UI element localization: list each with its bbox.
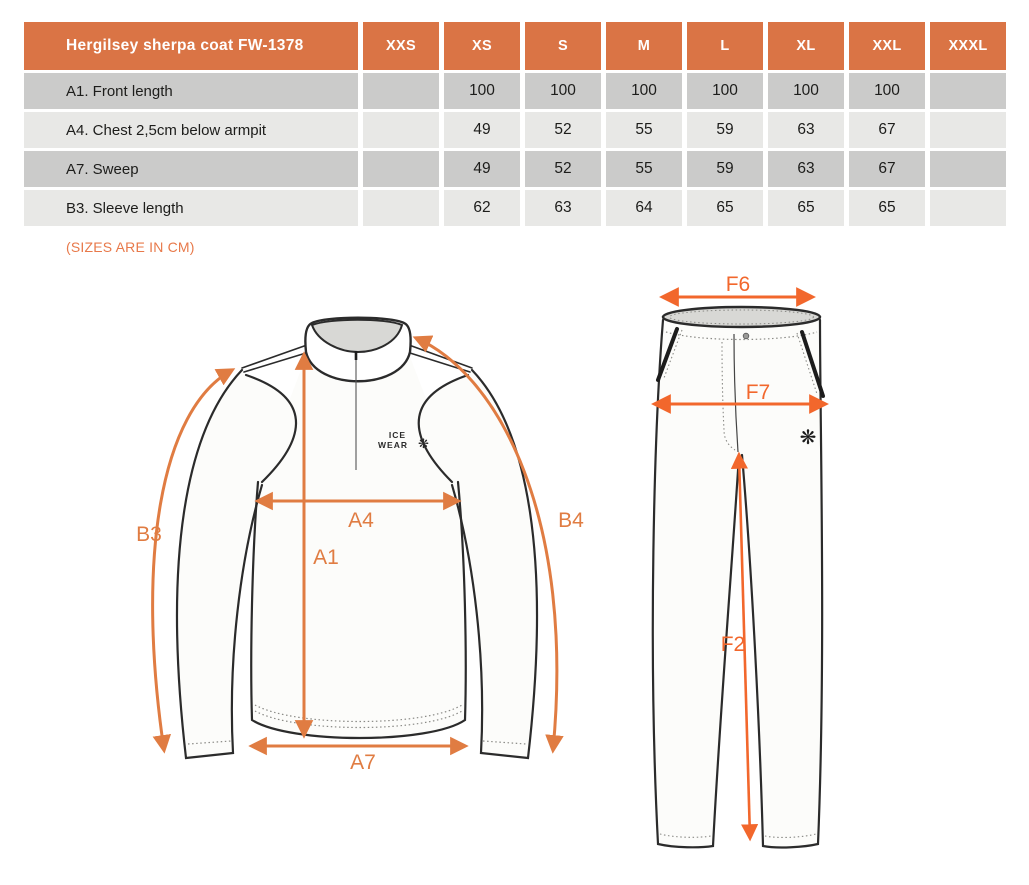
- size-value-cell: 100: [768, 73, 844, 109]
- size-value-cell: 64: [606, 190, 682, 226]
- b3-label: B3: [136, 523, 162, 546]
- logo-snowflake-icon: ❋: [418, 436, 429, 451]
- row-label: A7. Sweep: [24, 151, 358, 187]
- size-header-m: M: [606, 22, 682, 70]
- pants-snowflake-icon: ❋: [799, 427, 817, 449]
- size-header-xxxl: XXXL: [930, 22, 1006, 70]
- size-value-cell: [930, 190, 1006, 226]
- size-header-l: L: [687, 22, 763, 70]
- product-title: Hergilsey sherpa coat FW-1378: [24, 22, 358, 70]
- size-value-cell: [363, 190, 439, 226]
- svg-text:WEAR: WEAR: [378, 440, 408, 450]
- sizes-in-cm-note: (SIZES ARE IN CM): [66, 239, 195, 255]
- size-value-cell: 59: [687, 151, 763, 187]
- size-value-cell: 49: [444, 151, 520, 187]
- f2-label: F2: [720, 633, 746, 656]
- svg-text:ICE: ICE: [388, 430, 406, 440]
- size-value-cell: 59: [687, 112, 763, 148]
- size-value-cell: [363, 73, 439, 109]
- size-value-cell: [363, 112, 439, 148]
- size-header-xl: XL: [768, 22, 844, 70]
- size-value-cell: 65: [687, 190, 763, 226]
- size-value-cell: 63: [768, 112, 844, 148]
- row-label: A4. Chest 2,5cm below armpit: [24, 112, 358, 148]
- size-value-cell: [930, 112, 1006, 148]
- f6-label: F6: [725, 273, 751, 296]
- size-value-cell: 55: [606, 112, 682, 148]
- size-value-cell: 63: [525, 190, 601, 226]
- size-value-cell: 55: [606, 151, 682, 187]
- size-value-cell: 100: [525, 73, 601, 109]
- waist-button: [743, 333, 749, 339]
- size-header-s: S: [525, 22, 601, 70]
- size-value-cell: 67: [849, 112, 925, 148]
- size-value-cell: [930, 73, 1006, 109]
- size-value-cell: [930, 151, 1006, 187]
- a7-label: A7: [350, 751, 376, 774]
- size-header-xs: XS: [444, 22, 520, 70]
- size-value-cell: 65: [768, 190, 844, 226]
- size-value-cell: 100: [849, 73, 925, 109]
- pants-diagram: [630, 272, 900, 880]
- size-value-cell: 67: [849, 151, 925, 187]
- a1-label: A1: [313, 546, 339, 569]
- size-value-cell: 49: [444, 112, 520, 148]
- jacket-outline: [177, 318, 537, 758]
- f7-label: F7: [745, 381, 771, 404]
- waistband: [663, 307, 820, 327]
- size-value-cell: 100: [687, 73, 763, 109]
- size-value-cell: 52: [525, 112, 601, 148]
- pants-outline: [653, 307, 823, 847]
- row-label: B3. Sleeve length: [24, 190, 358, 226]
- size-header-xxs: XXS: [363, 22, 439, 70]
- b4-label: B4: [558, 509, 584, 532]
- a4-label: A4: [348, 509, 374, 532]
- size-header-xxl: XXL: [849, 22, 925, 70]
- size-value-cell: 52: [525, 151, 601, 187]
- size-value-cell: 100: [444, 73, 520, 109]
- size-value-cell: [363, 151, 439, 187]
- size-value-cell: 65: [849, 190, 925, 226]
- size-value-cell: 63: [768, 151, 844, 187]
- size-value-cell: 62: [444, 190, 520, 226]
- size-table: [24, 22, 1006, 226]
- row-label: A1. Front length: [24, 73, 358, 109]
- jacket-diagram: [130, 295, 630, 800]
- size-value-cell: 100: [606, 73, 682, 109]
